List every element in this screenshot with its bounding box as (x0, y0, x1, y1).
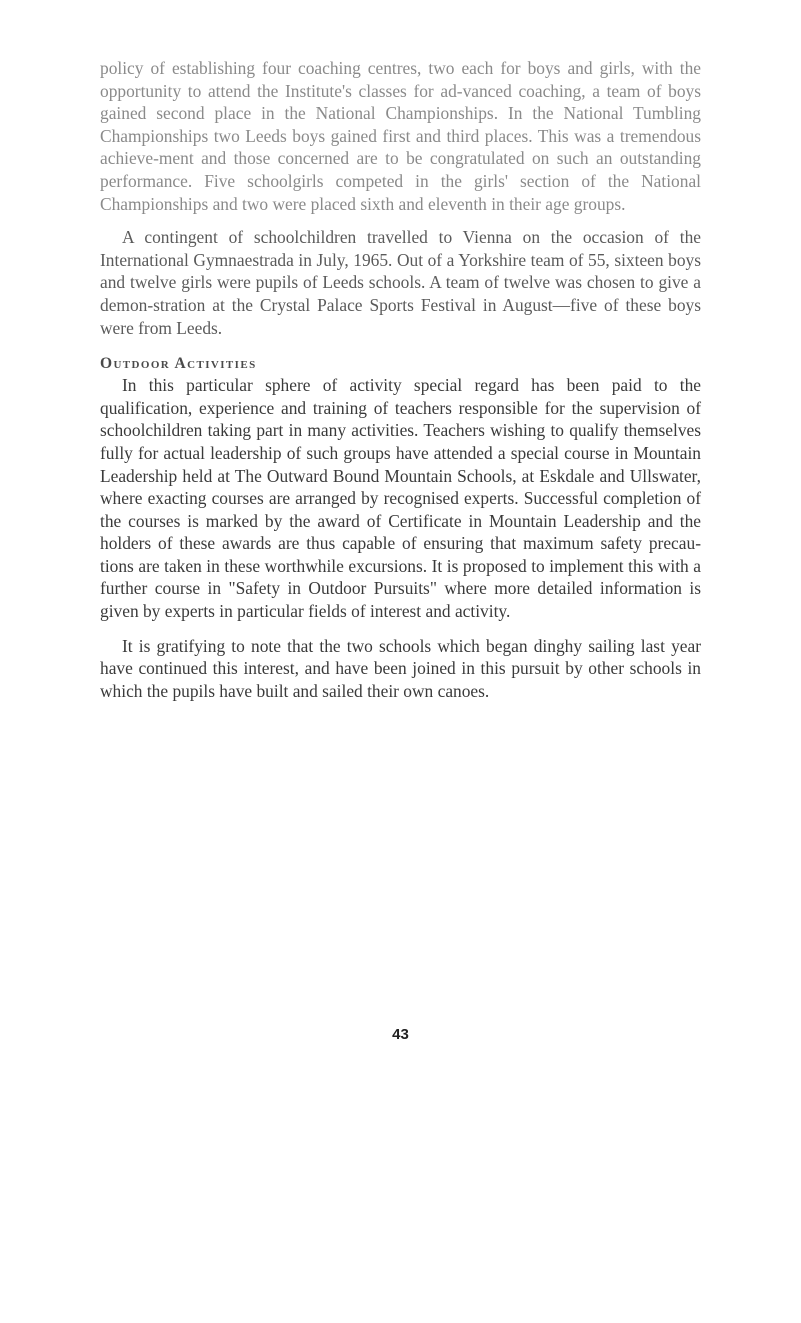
page-number: 43 (392, 1026, 409, 1043)
section-heading-outdoor-activities: Outdoor Activities (100, 355, 257, 373)
paragraph-vienna-gymnaestrada: A contingent of schoolchildren travelled to Vienna on the occasion of the International Gymnaestrada in July, 1965. Out of a Yorkshire team of 55, sixteen boys and twelve girls were pupils of Leeds schools. A team of twelve was chosen to give a demon-stration at the Crystal Palace Sports Festival in August—five of these boys were from Leeds. (100, 227, 701, 338)
paragraph-mountain-leadership: In this particular sphere of activity special regard has been paid to the qualification, experience and training of teachers responsible for the supervision of schoolchildren taking part in many activities. Teachers wishing to qualify themselves fully for actual leadership of such groups have attended a special course in Mountain Leadership held at The Outward Bound Mountain Schools, at Eskdale and Ullswater, where exacting courses are arranged by recognised experts. Successful completion of the courses is marked by the award of Certificate in Mountain Leadership and the holders of these awards are thus capable of ensuring that maximum safety precau-tions are taken in these worthwhile excursions. It is proposed to implement this with a further course in "Safety in Outdoor Pursuits" where more detailed information is given by experts in particular fields of interest and activity. (100, 375, 701, 622)
paragraph-dinghy-sailing: It is gratifying to note that the two schools which began dinghy sailing last year have continued this interest, and have been joined in this pursuit by other schools in which the pupils have built and sailed their own canoes. (100, 635, 701, 701)
document-page (100, 57, 701, 702)
paragraph-coaching-centres: policy of establishing four coaching centres, two each for boys and girls, with the opportunity to attend the Institute's classes for ad-vanced coaching, a team of boys gained second place in the National Championships. In the National Tumbling Championships two Leeds boys gained first and third places. This was a tremendous achieve-ment and those concerned are to be congratulated on such an outstanding performance. Five schoolgirls competed in the girls' section of the National Championships and two were placed sixth and eleventh in their age groups. (100, 58, 701, 214)
